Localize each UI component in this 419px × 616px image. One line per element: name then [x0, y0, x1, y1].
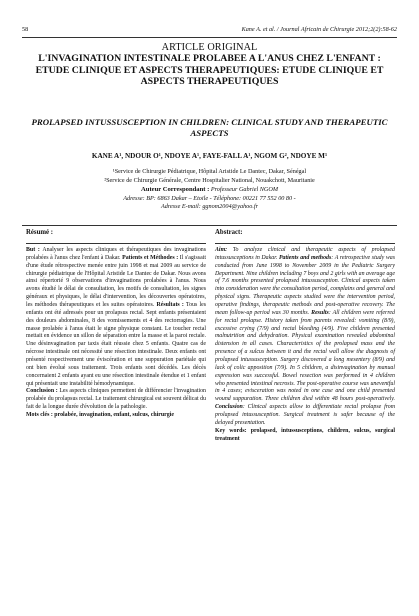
resume-keywords: Mots clés : prolabée, invagination, enfant, sulcus, chirurgie: [26, 412, 174, 419]
article-type: ARTICLE ORIGINAL: [161, 42, 258, 53]
correspondence-label: Auteur Correspondant :: [141, 186, 210, 193]
affiliations: [22, 167, 397, 185]
affiliation-2: ²Service de Chirurgie Générale, Centre Hospitalier National, Nouakchott, Mauritanie: [104, 177, 315, 185]
resume-conclusion: Conclusion : Les aspects cliniques permettent de différencier l'invagination prolabée du prolapsus rectal. Le traitement chirurgical est souvent délicat du fait de la longue durée d'évolution de la pathologie.: [26, 388, 206, 411]
abstract-keywords: Key words: prolapsed, intussusceptions, children, sulcus, surgical treatment: [215, 427, 395, 442]
affiliation-1: ¹Service de Chirurgie Pédiatrique, Hôpital Aristide Le Dantec, Dakar, Sénégal: [112, 168, 307, 175]
correspondence: [22, 186, 397, 212]
authors: KANE A¹, NDOUR O¹, NDOYE A¹, FAYE-FALL A¹, NGOM G², NDOYE M¹: [91, 152, 328, 160]
abstract-heading: Abstract:: [215, 229, 395, 244]
title-french: L'INVAGINATION INTESTINALE PROLABEE A L'ANUS CHEZ L'ENFANT : ETUDE CLINIQUE ET ASPECTS THERAPEUTIQUES: ETUDE CLINIQUE ET ASPECTS THERAPEUTIQUES: [35, 53, 384, 88]
correspondence-address: Adresse: BP: 6863 Dakar – Etoile - Téléphone: 00221 77 552 00 80 -: [123, 194, 296, 202]
resume-text: But : Analyser les aspects cliniques et thérapeutiques des invaginations prolabées à l'anus chez l'enfant à Dakar. Patients et Méthodes : Il s'agissait d'une étude rétrospective menée entre juin 1998 et mai 2009 au service de chirurgie pédiatrique de l'Hôpital Aristide Le Dantec de Dakar. Nous avons ainsi répertorié 9 observations d'invaginations prolabées à l'anus. Nous avons étudié le délai de consultation, les motifs de consultation, les signes généraux et physiques, le délai d'intervention, les découvertes opératoires, les méthodes thérapeutiques et les suites opératoires. Résultats : Tous les enfants ont été adressés pour un prolapsus rectal. Sept enfants présentaient des douleurs abdominales, 8 des vomissements et 4 des rectorragies. Une masse prolabée à l'anus était le signe physique constant. Le toucher rectal mettait en évidence un sillon de séparation entre la masse et la paroi rectale. Une désinvagination par taxis était réussie chez 5 enfants. Quatre cas de nécrose intestinale ont nécessité une résection intestinale. Deux enfants ont présenté respectivement une éviscération et une suppuration pariétale qui ont bien évolué sous traitement. Trois enfants sont décédés. Les décès concernaient 2 enfants ayant eu une résection intestinale étendue et 1 enfant qui présentait une instabilité hémodynamique.: [26, 247, 207, 387]
abstract-column: [215, 229, 395, 443]
resume-heading: Résumé :: [26, 229, 206, 244]
abstract-text: Aim: To analyze clinical and therapeutic aspects of prolapsed intussusceptions in Dakar. Patients and methods: A retrospective study was conducted from June 1998 to November 2009 in the Pediatric Surgery Department. Nine children including 7 boys and 2 girls with an average age of 7.6 months presented prolapsed intussusception. Clinical aspects taken into consideration were the consultation period, complains and general and physical signs. Therapeutic aspects studied were the intervention period, operative findings, therapeutic methods and post-operative recovery. The mean follow-up period was 30 months. Results: All children were referred for rectal prolapse. History taken from parents revealed: vomiting (8/9), excessive crying (7/9) and rectal bleeding (4/9). Five children presented malnutrition and dehydration. Physical examination revealed abdominal distension in all cases. Characteristics of the prolapsed mass and the presence of a sulcus between it and the rectal wall allow the diagnosis of prolapsed intussusception. Surgery discovered a long mesentery (8/9) and lack of colic apposition (7/9). In 5 children, a disinvagination by manual expression was successful. Bowel resection was performed in 4 children who presented intestinal necrosis. The post-operative course was uneventful in 4 cases; evisceration was noted in one case and one child presented wound suppuration. Three children died within 48 hours post-operatively. Conclusion: Clinical aspects allow to differentiate rectal prolapse from prolapsed intussusception. Surgical treatment is safer because of the delayed presentation.: [215, 247, 396, 426]
journal-reference: Kane A. et al. / Journal Africain de Chirurgie 2012;2(2):58-62: [241, 26, 397, 33]
header-divider: [22, 37, 397, 38]
resume-column: [26, 229, 206, 420]
title-english: PROLAPSED INTUSSUSCEPTION IN CHILDREN: CLINICAL STUDY AND THERAPEUTIC ASPECTS: [31, 117, 388, 139]
section-divider: [22, 225, 397, 226]
page-number: 58: [22, 26, 29, 33]
correspondence-email: Adresse E-mail: ggnom2004@yahoo.fr: [160, 203, 259, 211]
correspondence-name: Professeur Gabriel NGOM: [210, 186, 278, 193]
